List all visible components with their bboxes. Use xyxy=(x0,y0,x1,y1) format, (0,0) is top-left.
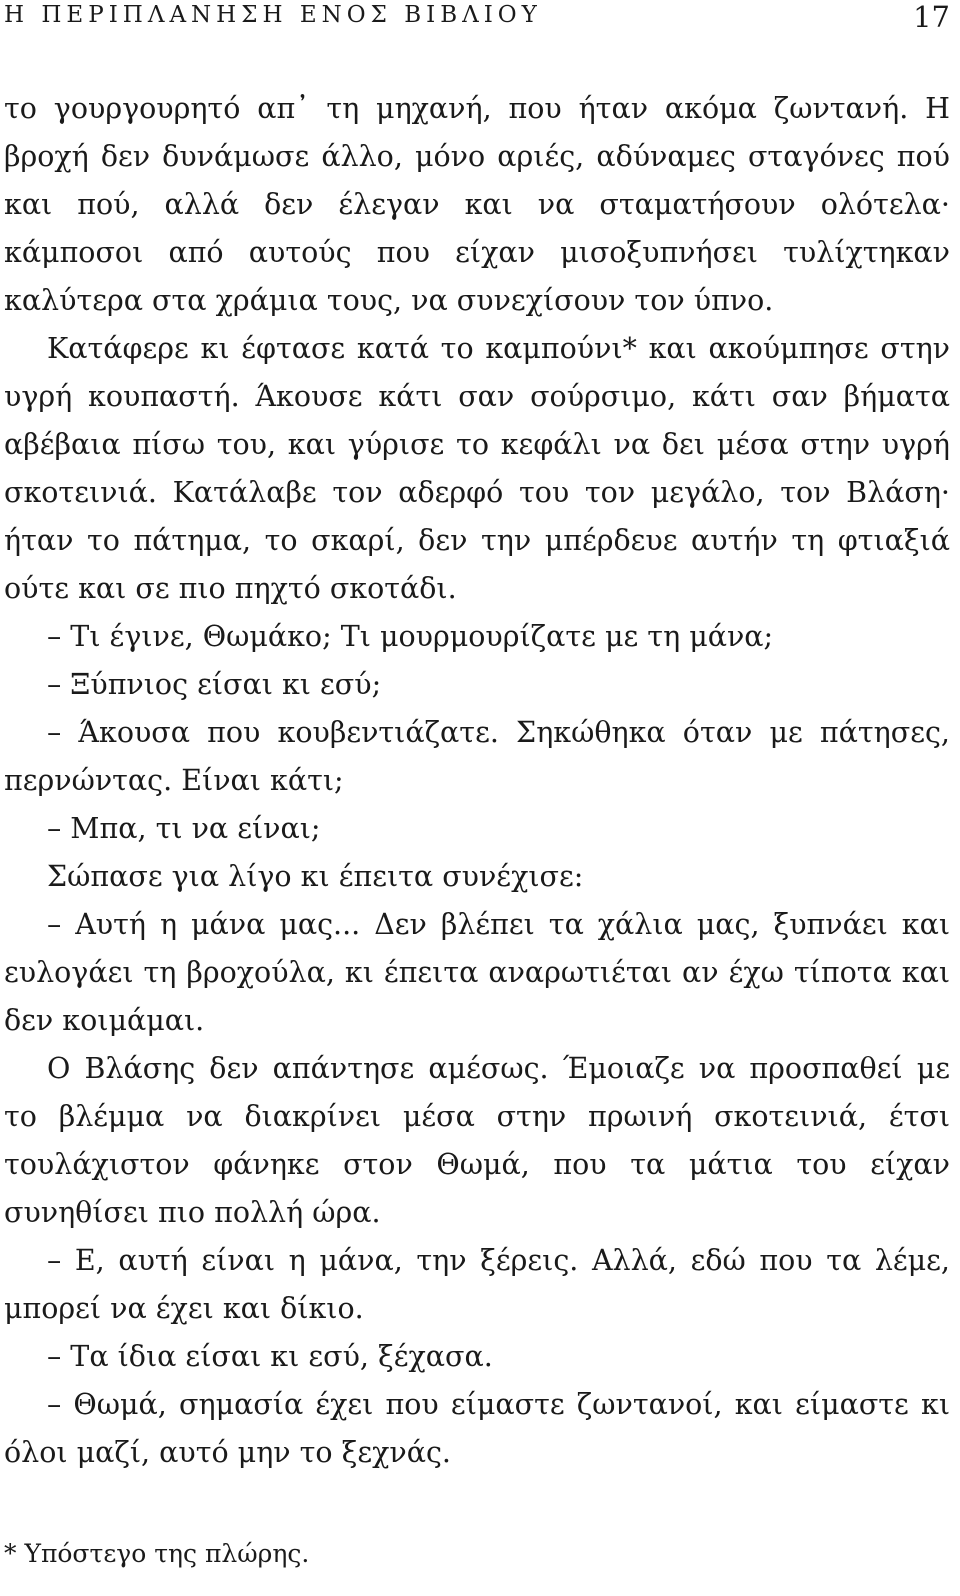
paragraph-continuation: το γουργουρητό απ᾽ τη μηχανή, που ήταν ακόμα ζωντανή. Η βροχή δεν δυνάμωσε άλλο, μόνο αριές, αδύναμες σταγόνες πού και πού, αλλά δεν έλεγαν και να σταματήσουν ολότελα· κάμποσοι από αυτούς που είχαν μισοξυπνήσει τυλίχτηκαν καλύτερα στα χράμια τους, να συνεχίσουν τον ύπνο. xyxy=(4,92,950,317)
dialogue-line: – Τι έγινε, Θωμάκο; Τι μουρμουρίζατε με τη μάνα; xyxy=(47,620,774,653)
dialogue-line: – Μπα, τι να είναι; xyxy=(47,812,321,845)
running-title: Η ΠΕΡΙΠΛΑΝΗΣΗ ΕΝΟΣ ΒΙΒΛΙΟΥ xyxy=(4,2,542,28)
dialogue-line: – Τα ίδια είσαι κι εσύ, ξέχασα. xyxy=(47,1340,493,1373)
footnote: * Υπόστεγο της πλώρης. xyxy=(4,1539,310,1568)
running-head xyxy=(4,0,950,36)
body-text xyxy=(4,85,950,1477)
paragraph: Ο Βλάσης δεν απάντησε αμέσως. Έμοιαζε να προσπαθεί με το βλέμμα να διακρίνει μέσα στην πρωινή σκοτεινιά, έτσι τουλάχιστον φάνηκε στον Θωμά, που τα μάτια του είχαν συνηθίσει πιο πολλή ώρα. xyxy=(4,1052,950,1229)
paragraph: Κατάφερε κι έφτασε κατά το καμπούνι* και ακούμπησε στην υγρή κουπαστή. Άκουσε κάτι σαν σούρσιμο, κάτι σαν βήματα αβέβαια πίσω του, και γύρισε το κεφάλι να δει μέσα στην υγρή σκοτεινιά. Κατάλαβε τον αδερφό του τον μεγάλο, τον Βλάση· ήταν το πάτημα, το σκαρί, δεν την μπέρδευε αυτήν τη φτιαξιά ούτε και σε πιο πηχτό σκοτάδι. xyxy=(4,332,950,605)
dialogue-line: – Ε, αυτή είναι η μάνα, την ξέρεις. Αλλά, εδώ που τα λέμε, μπορεί να έχει και δίκιο. xyxy=(4,1244,950,1325)
paragraph: Σώπασε για λίγο κι έπειτα συνέχισε: xyxy=(47,860,584,893)
dialogue-line: – Ξύπνιος είσαι κι εσύ; xyxy=(47,668,382,701)
dialogue-line: – Άκουσα που κουβεντιάζατε. Σηκώθηκα όταν με πάτησες, περνώντας. Είναι κάτι; xyxy=(4,716,950,797)
dialogue-line: – Θωμά, σημασία έχει που είμαστε ζωντανοί, και είμαστε κι όλοι μαζί, αυτό μην το ξεχνάς. xyxy=(4,1388,950,1469)
dialogue-line: – Αυτή η μάνα μας... Δεν βλέπει τα χάλια μας, ξυπνάει και ευλογάει τη βροχούλα, κι έπειτα αναρωτιέται αν έχω τίποτα και δεν κοιμάμαι. xyxy=(4,908,950,1037)
page-number: 17 xyxy=(913,0,950,34)
